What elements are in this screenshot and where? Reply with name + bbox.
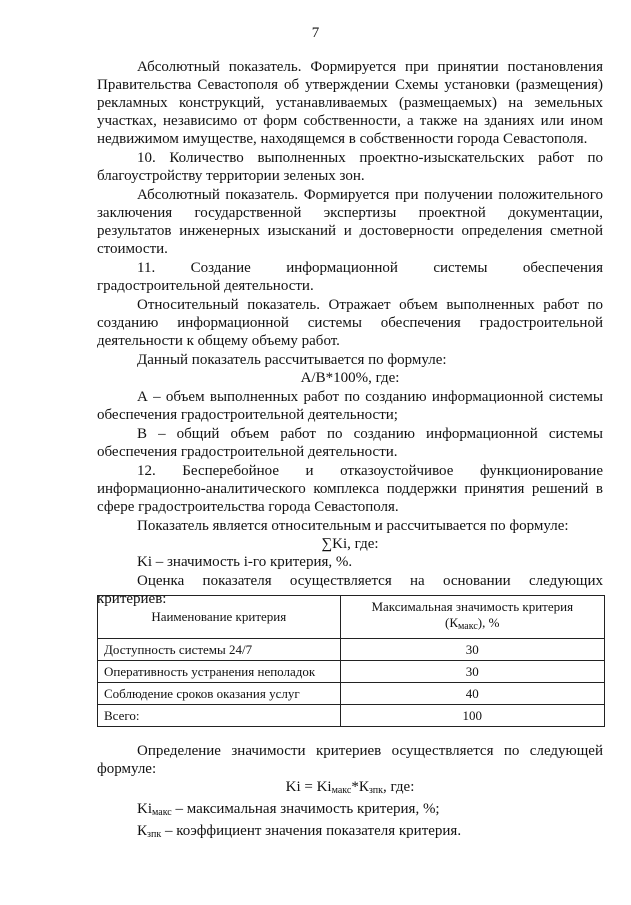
paragraph-5: Относительный показатель. Отражает объем выполненных работ по созданию информационной системы обеспечения градостроительной деятельности к общему объему работ. [97,297,603,349]
table-row [98,661,605,683]
item-11-heading: 11. Создание информационной системы обеспечения градостроительной деятельности. [97,260,603,294]
table-cell-value: 30 [340,661,604,683]
body-text [97,58,603,608]
table-cell-value: 30 [340,639,604,661]
definition-ki: Ki – значимость i-го критерия, %. [137,554,353,570]
table-cell-name: Соблюдение сроков оказания услуг [98,683,341,705]
table-header-max: Максимальная значимость критерия $(К_{макс})$, % [340,596,604,639]
definition-b: В – общий объем работ по созданию информационной системы обеспечения градостроительной деятельности. [97,426,603,460]
formula-sum-ki: ∑Ki, где: [321,536,379,552]
table-cell-name: Всего: [98,705,341,727]
page-number: 7 [311,25,320,41]
item-10-heading: 10. Количество выполненных проектно-изыскательских работ по благоустройству территории зеленых зон. [97,150,603,184]
paragraph-1: Абсолютный показатель. Формируется при принятии постановления Правительства Севастополя об утверждении Схемы установки (размещения) рекламных конструкций, устанавливаемых (размещаемых) на земельных участках, независимо от форм собственности, а также на зданиях или ином недвижимом имуществе, находящемся в собственности города Севастополя. [97,59,603,147]
formula-intro: Определение значимости критериев осуществляется по следующей формуле: [97,743,603,777]
definition-kimax: $Ki_{макс}$ – максимальная значимость критерия, %; [137,801,440,818]
table-header-row [98,596,605,639]
table-cell-value: 100 [340,705,604,727]
item-12-heading: 12. Бесперебойное и отказоустойчивое функционирование информационно-аналитического комплекса поддержки принятия решений в сфере градостроительства города Севастополя. [97,463,603,515]
paragraph-14: Оценка показателя осуществляется на основании следующих критериев: [97,573,603,607]
definition-a: А – объем выполненных работ по созданию информационной системы обеспечения градостроительной деятельности; [97,389,603,423]
table-cell-name: Доступность системы 24/7 [98,639,341,661]
paragraph-11: Показатель является относительным и рассчитывается по формуле: [137,518,569,534]
paragraph-6: Данный показатель рассчитывается по формуле: [137,352,447,368]
paragraph-3: Абсолютный показатель. Формируется при получении положительного заключения государственной экспертизы проектной документации, результатов инженерных изысканий и достоверности определения сметной стоимости. [97,187,603,257]
table-row [98,705,605,727]
table-cell-value: 40 [340,683,604,705]
formula-a-b: А/В*100%, где: [300,370,400,386]
table-cell-name: Оперативность устранения неполадок [98,661,341,683]
table-row [98,639,605,661]
criteria-table [97,595,605,727]
definition-kzpk: $К_{зпк}$ – коэффициент значения показателя критерия. [137,823,462,840]
formula-ki: $Ki = Ki_{макс}*К_{зпк}$, где: [285,779,415,796]
table-header-name: Наименование критерия [98,596,341,639]
table-row [98,683,605,705]
closing-text [97,742,603,844]
